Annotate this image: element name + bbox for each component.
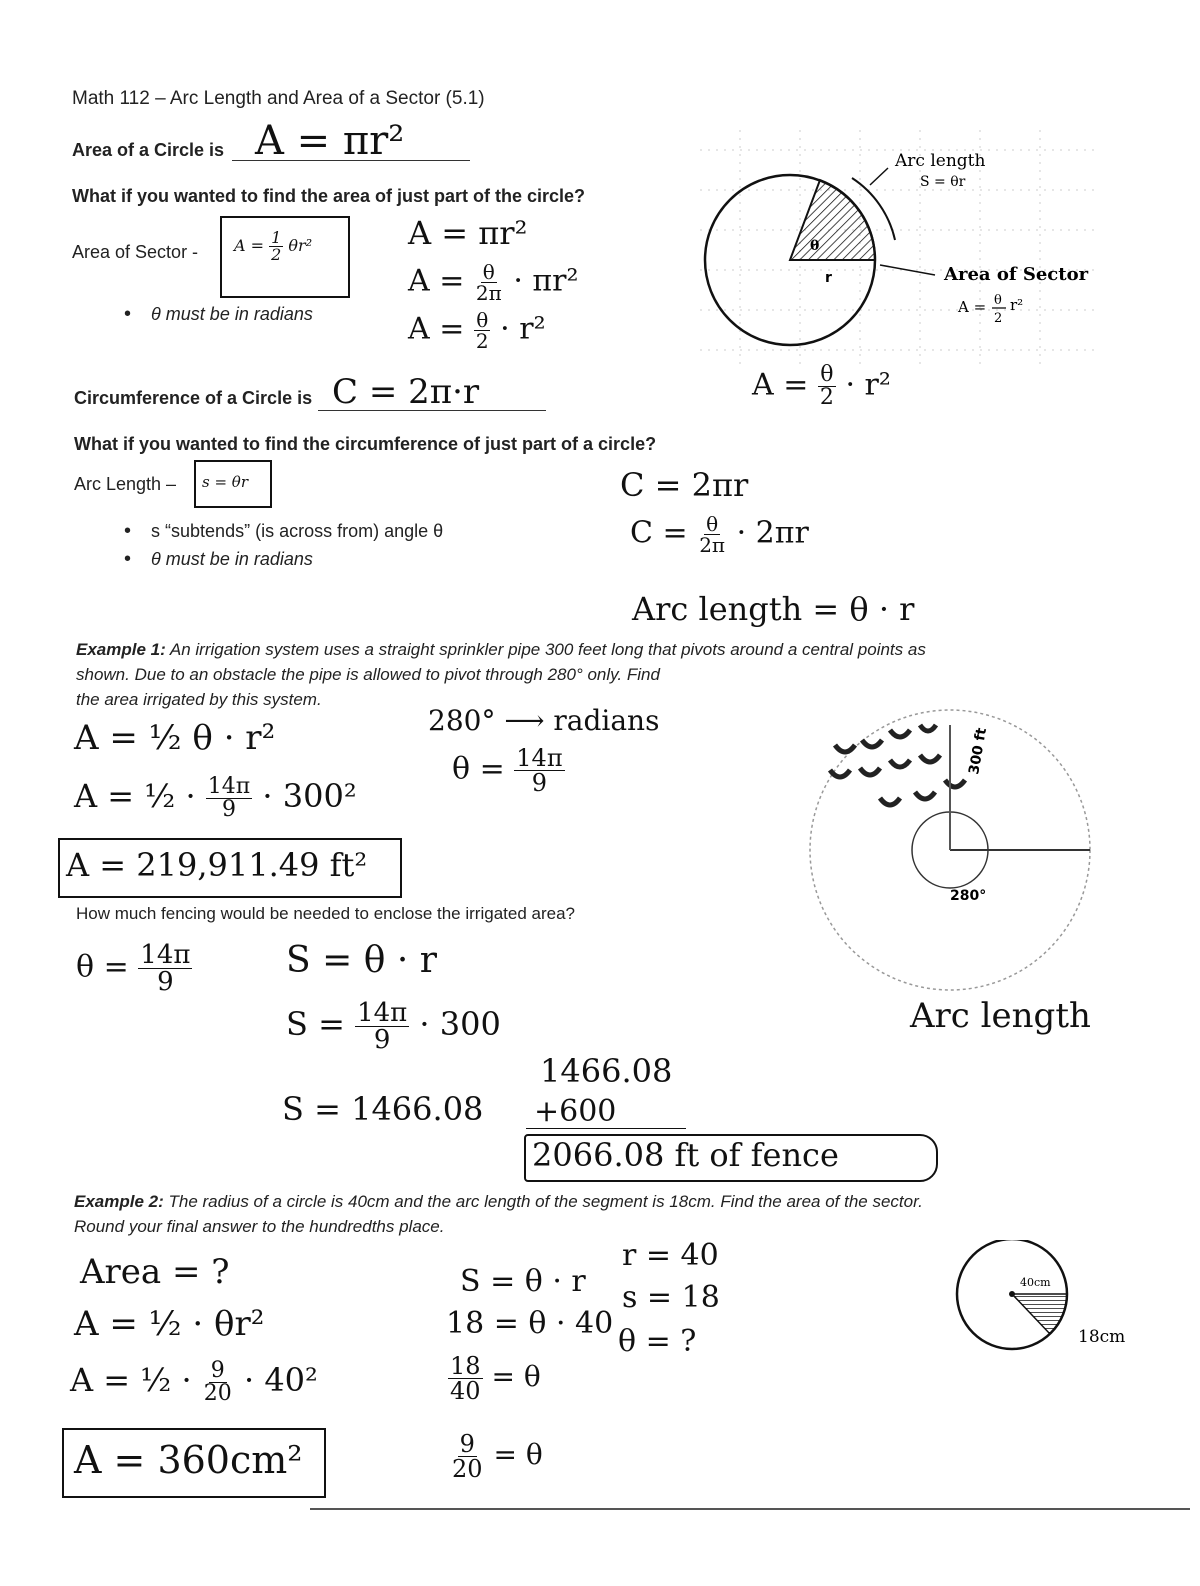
example2-s-formula: S = θ · r (460, 1264, 586, 1299)
example2-text-2: Round your final answer to the hundredths place. (74, 1217, 445, 1236)
example2-given-r: r = 40 (622, 1238, 719, 1273)
deriv2-line1: C = 2πr (620, 466, 749, 504)
arc-bullet-2: • θ must be in radians (124, 548, 313, 570)
circumference-label: Circumference of a Circle is (74, 388, 313, 408)
example1-conversion-1: 280° ⟶ radians (428, 704, 660, 737)
page-bottom-edge (310, 1508, 1190, 1510)
area-formula-rest: r² (1010, 296, 1024, 314)
sector-label: Area of Sector - (72, 242, 199, 262)
sector-formula: A = $\frac{1}{2}$ θr² (234, 228, 313, 264)
deriv2-line2: C = $\frac{\theta}{2\pi}$ · 2πr (630, 512, 809, 557)
sector-diagram (700, 130, 1120, 390)
diagram1-formula-below: A = $\frac{\theta}{2}$ · r² (752, 362, 891, 410)
arc-label: Arc Length – (74, 474, 177, 494)
arc-formula: s = θr (202, 473, 249, 491)
example1-arc-note: Arc length (910, 996, 1091, 1036)
example1-answer: A = 219,911.49 ft² (66, 846, 368, 884)
example1-theta: θ = $\frac{14\pi}{9}$ (76, 940, 191, 997)
arc-formula: S = θr (920, 174, 966, 190)
example2-text-1: Example 2: The radius of a circle is 40cm and the arc length of the segment is 18cm. Find the area of the sector. (74, 1192, 923, 1211)
arc-label: Arc length (895, 151, 986, 171)
example1-text-1: Example 1: An irrigation system uses a straight sprinkler pipe 300 feet long that pivots around a central points as (76, 640, 926, 659)
example2-area-question: Area = ? (80, 1252, 230, 1292)
obstacle-marks (830, 725, 965, 805)
page-title: Math 112 – Arc Length and Area of a Sector (5.1) (72, 88, 485, 109)
arc-pointer (870, 168, 888, 185)
theta-label: θ (810, 238, 820, 254)
circ-question: What if you wanted to find the circumference of just part of a circle? (74, 434, 657, 454)
example2-sector (1012, 1294, 1067, 1334)
diagram-length-label: 300 ft (966, 726, 991, 776)
example1-sum-2: +600 (534, 1094, 617, 1129)
example1-s-formula: S = θ · r (286, 940, 437, 981)
example2-s-substitution: 18 = θ · 40 (446, 1306, 614, 1341)
circumference-answer: C = 2π·r (332, 372, 480, 412)
irrigation-diagram (790, 700, 1170, 1000)
area-formula: A = (958, 298, 987, 316)
example1-conversion-2: θ = $\frac{14\pi}{9}$ (452, 744, 563, 797)
area-label: Area of Sector (944, 264, 1089, 285)
example1-text-2: shown. Due to an obstacle the pipe is allowed to pivot through 280° only. Find (76, 665, 660, 684)
example1-fence-answer: 2066.08 ft of fence (532, 1136, 839, 1174)
example2-radius-label: 40cm (1020, 1276, 1051, 1289)
example2-arc-label: 18cm (1078, 1327, 1126, 1347)
area-formula-num: θ (994, 293, 1002, 308)
example1-work-1: A = ½ θ · r² (74, 718, 276, 758)
sector-bullet: • θ must be in radians (124, 303, 313, 325)
arc-bullet-1: • s “subtends” (is across from) angle θ (124, 520, 444, 542)
example1-work-2: A = ½ · $\frac{14\pi}{9}$ · 300² (74, 774, 357, 822)
deriv1-line3: A = $\frac{\theta}{2}$ · r² (408, 308, 546, 353)
example1-sum-1: 1466.08 (540, 1052, 673, 1090)
r-label: r (825, 270, 832, 286)
example2-center-dot (1009, 1291, 1015, 1297)
example2-theta-fraction-2: $\frac{9}{20}$ = θ (452, 1430, 543, 1483)
area-circle-answer: A = πr² (255, 118, 405, 164)
example2-given-s: s = 18 (622, 1280, 720, 1315)
area-formula-den: 2 (994, 311, 1003, 326)
deriv2-line3: Arc length = θ · r (632, 590, 915, 628)
example1-sum-line (526, 1128, 686, 1129)
shaded-sector (790, 180, 875, 260)
deriv1-line2: A = $\frac{\theta}{2\pi}$ · πr² (408, 260, 579, 305)
example2-given-theta: θ = ? (618, 1324, 697, 1359)
example1-s-substitution: S = $\frac{14\pi}{9}$ · 300 (286, 998, 501, 1055)
example2-area-formula: A = ½ · θr² (74, 1304, 265, 1344)
example1-s-result: S = 1466.08 (282, 1090, 484, 1128)
example1-text-3: the area irrigated by this system. (76, 690, 322, 709)
diagram-angle-label: 280° (950, 888, 987, 904)
part-question: What if you wanted to find the area of just part of the circle? (72, 186, 586, 206)
example2-theta-fraction-1: $\frac{18}{40}$ = θ (450, 1352, 541, 1405)
deriv1-line1: A = πr² (408, 214, 528, 252)
example2-area-substitution: A = ½ · $\frac{9}{20}$ · 40² (70, 1358, 318, 1406)
example2-answer: A = 360cm² (74, 1438, 303, 1482)
example2-diagram (950, 1240, 1160, 1380)
area-pointer (880, 265, 935, 275)
area-circle-label: Area of a Circle is (72, 140, 225, 160)
example1-question: How much fencing would be needed to enclose the irrigated area? (76, 904, 575, 923)
